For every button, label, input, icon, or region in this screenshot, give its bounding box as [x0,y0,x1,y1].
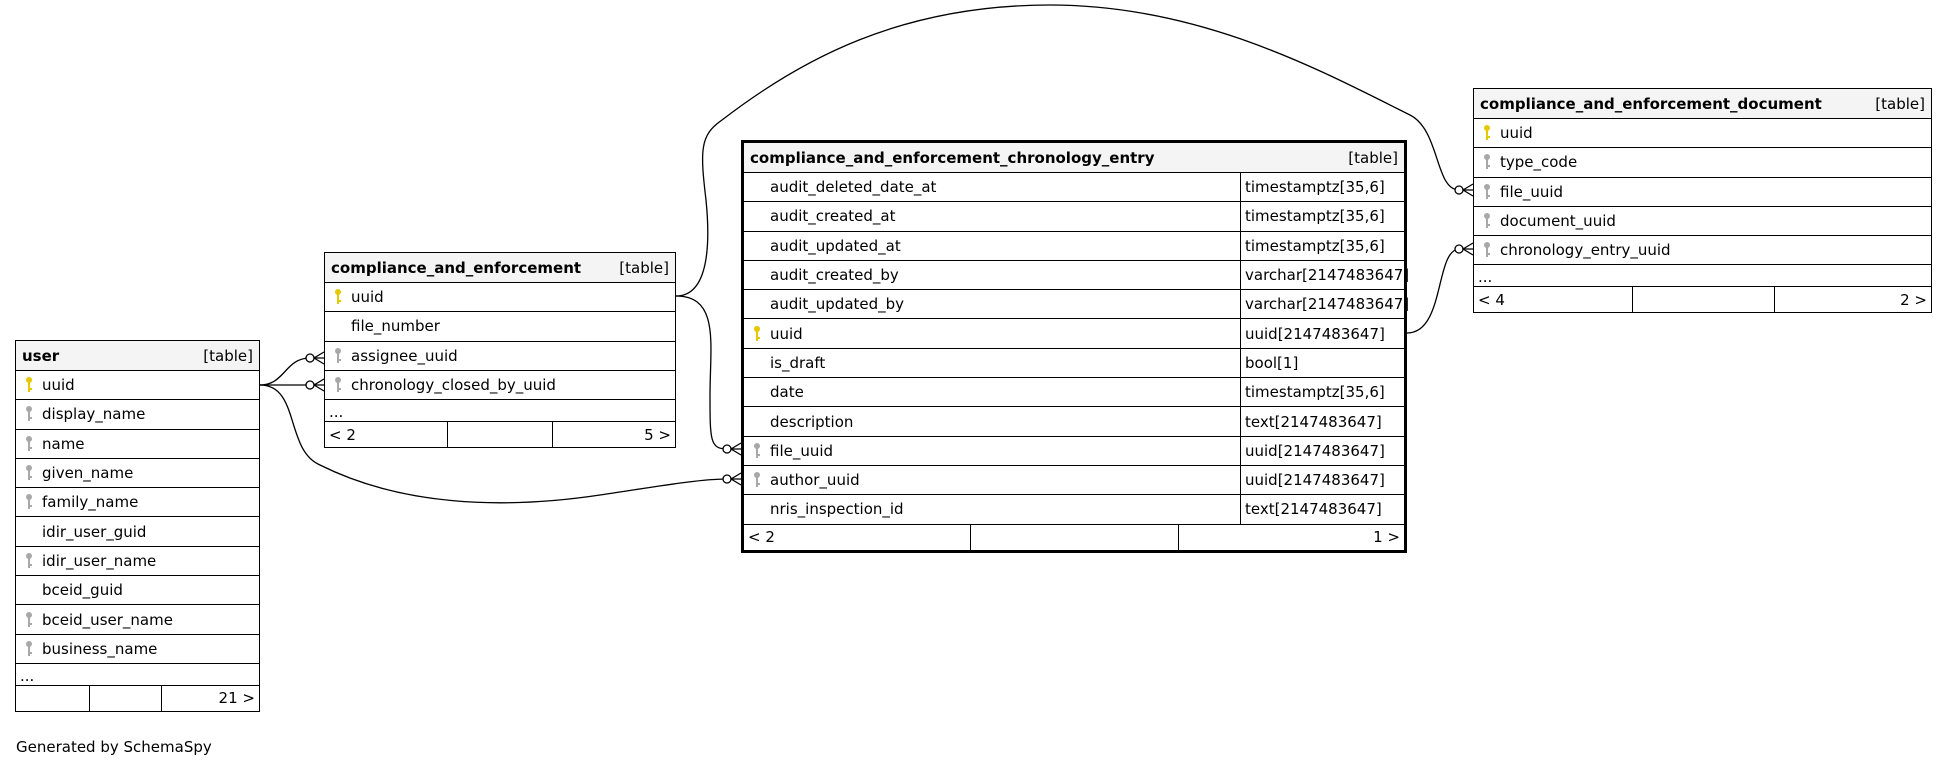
key-slot [744,471,770,489]
table-header [1474,89,1931,119]
column-type: text[2147483647] [1240,407,1404,435]
table-chronology-entry[interactable] [741,140,1410,553]
primary-key-icon [24,376,34,394]
column-row-name[interactable] [16,430,259,459]
column-type: uuid[2147483647] [1240,437,1404,465]
column-row-assignee-uuid[interactable] [325,342,675,371]
key-slot [16,611,42,629]
column-row-bceid-user-name[interactable] [16,605,259,634]
column-row-is-draft[interactable] [744,349,1404,378]
foreign-key-icon [24,611,34,629]
column-row-date[interactable] [744,378,1404,407]
table-footer [325,422,675,447]
column-row-chronology-entry-uuid[interactable] [1474,236,1931,265]
key-slot [16,552,42,570]
column-name: nris_inspection_id [770,500,904,519]
primary-key-icon [333,288,343,306]
column-type: bool[1] [1240,349,1404,377]
column-row-audit-updated-by[interactable] [744,290,1410,319]
column-type: timestamptz[35,6] [1240,232,1404,260]
table-name: compliance_and_enforcement [331,258,582,277]
primary-key-icon [1482,124,1492,142]
parents-count: < 4 [1478,290,1505,309]
foreign-key-icon [1482,212,1492,230]
column-row-nris-inspection-id[interactable] [744,495,1404,524]
spacer [447,422,551,447]
crowfoot-closedby [306,379,324,391]
children-count: 5 > [552,422,675,447]
column-row-family-name[interactable] [16,488,259,517]
column-name: file_uuid [1500,182,1564,201]
table-header [744,143,1404,173]
foreign-key-icon [1482,241,1492,259]
primary-key-icon [752,325,762,343]
column-name: chronology_closed_by_uuid [351,376,556,395]
key-slot [325,347,351,365]
table-name: compliance_and_enforcement_document [1480,94,1822,113]
edge-chrono-doc [1407,249,1459,333]
column-row-uuid[interactable] [744,319,1404,348]
key-slot [16,376,42,394]
column-row-uuid[interactable] [325,283,675,312]
foreign-key-icon [24,435,34,453]
table-header [16,341,259,371]
column-row-author-uuid[interactable] [744,466,1404,495]
column-row-file-uuid[interactable] [1474,178,1931,207]
crowfoot-assignee [306,352,324,364]
more-columns-indicator: ... [1474,265,1931,287]
column-row-display-name[interactable] [16,400,259,429]
column-row-description[interactable] [744,407,1404,436]
column-name: bceid_user_name [42,610,173,629]
foreign-key-icon [24,405,34,423]
column-row-idir-user-name[interactable] [16,547,259,576]
column-name: date [770,383,804,402]
foreign-key-icon [24,552,34,570]
column-name: description [770,412,854,431]
children-count: 1 > [1178,525,1404,550]
table-footer [1474,287,1931,312]
table-enforcement-document[interactable] [1473,88,1932,313]
column-row-audit-updated-at[interactable] [744,232,1404,261]
crowfoot-author [723,473,741,485]
generated-by-label: Generated by SchemaSpy [16,738,212,756]
table-compliance-and-enforcement[interactable] [324,252,676,448]
key-slot [1474,153,1500,171]
column-row-idir-user-guid[interactable] [16,517,259,546]
edge-cae-fileuuid [676,296,727,449]
column-name: given_name [42,464,134,483]
column-name: file_uuid [770,441,834,460]
column-name: uuid [42,376,75,395]
column-name: type_code [1500,153,1578,172]
column-row-audit-deleted-date-at[interactable] [744,173,1404,202]
foreign-key-icon [24,493,34,511]
column-row-file-uuid[interactable] [744,437,1404,466]
column-row-given-name[interactable] [16,459,259,488]
parents-count: < 2 [748,528,775,547]
table-tag: [table] [619,258,669,277]
column-name: audit_created_by [770,266,899,285]
foreign-key-icon [333,347,343,365]
column-type: timestamptz[35,6] [1240,173,1404,201]
foreign-key-icon [1482,183,1492,201]
key-slot [325,376,351,394]
foreign-key-icon [752,442,762,460]
column-row-document-uuid[interactable] [1474,207,1931,236]
column-name: audit_deleted_date_at [770,178,937,197]
column-name: display_name [42,405,146,424]
foreign-key-icon [752,471,762,489]
edge-user-assignee [260,358,314,385]
foreign-key-icon [24,464,34,482]
crowfoot-chrono-doc [1455,243,1473,255]
column-type: timestamptz[35,6] [1240,378,1404,406]
foreign-key-icon [1482,153,1492,171]
column-name: name [42,434,85,453]
foreign-key-icon [333,376,343,394]
column-type: varchar[2147483647] [1240,261,1404,289]
children-count: 2 > [1774,287,1931,312]
column-name: assignee_uuid [351,346,458,365]
more-columns-indicator: ... [16,664,259,686]
crowfoot-docfile [1455,184,1473,196]
column-row-type-code[interactable] [1474,148,1931,177]
parents-count [16,686,89,711]
table-name: compliance_and_enforcement_chronology_entry [750,148,1155,167]
column-name: bceid_guid [42,581,123,600]
key-slot [16,464,42,482]
column-row-uuid[interactable] [16,371,259,400]
key-slot [16,405,42,423]
column-name: author_uuid [770,471,860,490]
column-name: audit_updated_by [770,295,905,314]
column-name: file_number [351,317,440,336]
column-name: document_uuid [1500,212,1616,231]
key-slot [744,325,770,343]
column-name: family_name [42,493,139,512]
column-name: uuid [351,288,384,307]
column-row-business-name[interactable] [16,635,259,664]
column-name: uuid [1500,124,1533,143]
column-row-chronology-closed-by-uuid[interactable] [325,371,675,400]
key-slot [16,435,42,453]
key-slot [1474,124,1500,142]
column-row-file-number[interactable] [325,312,675,341]
column-name: idir_user_name [42,551,157,570]
column-name: audit_created_at [770,207,896,226]
table-tag: [table] [1875,94,1925,113]
key-slot [1474,183,1500,201]
key-slot [744,442,770,460]
column-row-bceid-guid[interactable] [16,576,259,605]
column-type: timestamptz[35,6] [1240,202,1404,230]
table-tag: [table] [203,346,253,365]
column-name: chronology_entry_uuid [1500,241,1671,260]
column-type: varchar[2147483647] [1240,290,1404,318]
column-type: uuid[2147483647] [1240,319,1404,347]
parents-count: < 2 [329,425,356,444]
column-row-uuid[interactable] [1474,119,1931,148]
key-slot [325,288,351,306]
table-tag: [table] [1348,148,1398,167]
column-name: uuid [770,324,803,343]
table-header [325,253,675,283]
column-name: is_draft [770,353,826,372]
column-name: business_name [42,639,158,658]
key-slot [16,640,42,658]
children-count: 21 > [161,686,259,711]
table-user[interactable] [15,340,260,712]
key-slot [1474,212,1500,230]
table-footer [16,686,259,711]
key-slot [1474,241,1500,259]
table-name: user [22,346,60,365]
column-row-audit-created-at[interactable] [744,202,1404,231]
column-type: text[2147483647] [1240,495,1404,523]
spacer [89,686,160,711]
column-name: audit_updated_at [770,236,901,255]
spacer [970,525,1178,550]
key-slot [16,493,42,511]
column-row-audit-created-by[interactable] [744,261,1410,290]
more-columns-indicator: ... [325,400,675,422]
column-type: uuid[2147483647] [1240,466,1404,494]
crowfoot-fileuuid [723,443,741,455]
foreign-key-icon [24,640,34,658]
spacer [1632,287,1773,312]
table-footer [744,525,1404,550]
column-name: idir_user_guid [42,522,147,541]
